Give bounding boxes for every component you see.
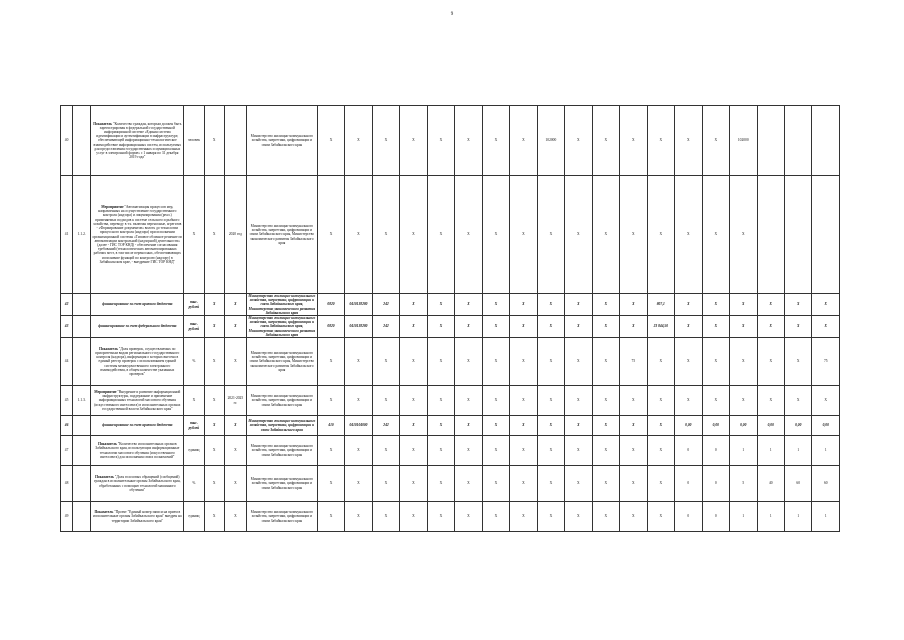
value-cell: X bbox=[372, 466, 399, 502]
responsible-cell: Министерство жилищно-коммунального хозяйства, энергетики, цифровизации и связи Забайкальского края, Министерство экономического развития Забайкальского края bbox=[248, 316, 316, 337]
unit-cell: тыс. рублей bbox=[184, 316, 204, 338]
value-cell: X bbox=[510, 436, 537, 466]
value-cell: X bbox=[537, 466, 564, 502]
value-cell: 0820 bbox=[317, 316, 344, 338]
value-cell: X bbox=[427, 338, 454, 386]
value-cell: X bbox=[345, 106, 372, 176]
value-cell: X bbox=[620, 502, 647, 532]
value-cell: X bbox=[620, 106, 647, 176]
value-cell: 807,1 bbox=[647, 294, 674, 316]
value-cell bbox=[784, 176, 811, 294]
value-cell: X bbox=[372, 176, 399, 294]
value-cell: 0,00 bbox=[675, 416, 702, 436]
description-lead: Показатель bbox=[99, 346, 118, 351]
unit-cell: % bbox=[184, 466, 204, 502]
value-cell: 0,00 bbox=[702, 416, 729, 436]
value-cell: X bbox=[400, 502, 427, 532]
row-code-cell bbox=[73, 294, 91, 316]
value-cell: X bbox=[455, 294, 482, 316]
value-cell: X bbox=[317, 106, 344, 176]
value-cell: 1 bbox=[812, 436, 840, 466]
value-cell: 242 bbox=[372, 416, 399, 436]
value-cell: X bbox=[427, 176, 454, 294]
value-cell: 5 bbox=[730, 466, 757, 502]
value-cell: X bbox=[757, 294, 784, 316]
table-row bbox=[61, 386, 840, 416]
value-cell: X bbox=[702, 106, 729, 176]
value-cell: X bbox=[427, 502, 454, 532]
period-cell bbox=[224, 106, 246, 176]
value-cell: X bbox=[537, 338, 564, 386]
value-cell: X bbox=[647, 502, 674, 532]
column-cell: X bbox=[204, 338, 224, 386]
description-text: "Количество исполнительных органов Забайкальского края, использующих информационные технологии массового обучения (искусственного интеллекта) для исполнения своих полномочий" bbox=[95, 442, 180, 459]
value-cell: 0,00 bbox=[784, 416, 811, 436]
value-cell: X bbox=[675, 386, 702, 416]
value-cell: X bbox=[620, 436, 647, 466]
value-cell: X bbox=[592, 294, 619, 316]
value-cell bbox=[812, 106, 840, 176]
value-cell: X bbox=[592, 386, 619, 416]
value-cell: 410 bbox=[317, 416, 344, 436]
value-cell: X bbox=[510, 316, 537, 338]
value-cell: 1 bbox=[730, 502, 757, 532]
unit-cell: % bbox=[184, 338, 204, 386]
value-cell: 0 bbox=[702, 502, 729, 532]
value-cell: X bbox=[565, 386, 592, 416]
value-cell: X bbox=[757, 386, 784, 416]
description-text: "Внедрение и развитие информационной инфраструктуры, поддержание и применение информационных технологий массового обучения (искусственного интеллекта) в исполнительных органах государственной власти Забайкальского края" bbox=[94, 390, 181, 411]
description-text: финансирование за счет федерального бюджета bbox=[98, 324, 177, 329]
value-cell: X bbox=[702, 386, 729, 416]
table-row bbox=[61, 316, 840, 338]
column-cell: X bbox=[204, 416, 224, 436]
column-cell: X bbox=[204, 436, 224, 466]
value-cell: X bbox=[372, 338, 399, 386]
value-cell: X bbox=[427, 416, 454, 436]
value-cell: X bbox=[730, 338, 757, 386]
value-cell: X bbox=[565, 502, 592, 532]
value-cell: 0 bbox=[702, 436, 729, 466]
value-cell: X bbox=[565, 436, 592, 466]
row-code-cell bbox=[73, 502, 91, 532]
description-text: финансирование за счет краевого бюджета bbox=[102, 423, 173, 428]
value-cell: X bbox=[784, 386, 811, 416]
value-cell: X bbox=[565, 338, 592, 386]
value-cell: X bbox=[784, 338, 811, 386]
description-text: "Доля голосовых обращений (сообщений) граждан в исполнительные органы Забайкальского края, обработанных с помощью технологий машинного обучения" bbox=[94, 475, 181, 492]
value-cell: X bbox=[317, 176, 344, 294]
description-lead: Показатель bbox=[95, 475, 114, 480]
value-cell: 1 bbox=[757, 436, 784, 466]
value-cell: X bbox=[345, 502, 372, 532]
value-cell: X bbox=[482, 436, 509, 466]
value-cell: X bbox=[400, 338, 427, 386]
value-cell: 60 bbox=[784, 466, 811, 502]
description-text: "Доля проверок, осуществляемых по приоритетным видам регионального государственного контроля (надзора), информация о которых внесена в единый реестр проверок с использованием единой системы межведомственного электронного взаимодействия, в общем количестве указанных проверок" bbox=[95, 346, 180, 377]
value-cell: X bbox=[592, 436, 619, 466]
value-cell bbox=[757, 106, 784, 176]
value-cell: X bbox=[317, 338, 344, 386]
value-cell: 0,00 bbox=[757, 416, 784, 436]
table-row bbox=[61, 416, 840, 436]
value-cell: X bbox=[647, 338, 674, 386]
value-cell: X bbox=[427, 386, 454, 416]
value-cell: 242 bbox=[372, 316, 399, 338]
row-number-cell: 43 bbox=[61, 316, 73, 338]
value-cell: 23 844,50 bbox=[647, 316, 674, 338]
column-cell: X bbox=[204, 466, 224, 502]
value-cell: X bbox=[455, 436, 482, 466]
value-cell: X bbox=[400, 466, 427, 502]
row-description-cell bbox=[91, 316, 184, 338]
value-cell: X bbox=[565, 294, 592, 316]
column-cell: X bbox=[204, 502, 224, 532]
column-cell: X bbox=[204, 316, 224, 338]
period-cell: X bbox=[224, 466, 246, 502]
value-cell: X bbox=[455, 386, 482, 416]
value-cell bbox=[784, 106, 811, 176]
value-cell: X bbox=[620, 416, 647, 436]
value-cell: 0,00 bbox=[812, 416, 840, 436]
value-cell: X bbox=[400, 294, 427, 316]
description-lead: Показатель bbox=[98, 442, 117, 447]
value-cell: X bbox=[317, 466, 344, 502]
value-cell: 0410104000 bbox=[345, 416, 372, 436]
period-cell: X bbox=[224, 436, 246, 466]
row-number-cell: 44 bbox=[61, 338, 73, 386]
table-row bbox=[61, 176, 840, 294]
value-cell: 1 bbox=[730, 436, 757, 466]
row-code-cell bbox=[73, 416, 91, 436]
value-cell: X bbox=[455, 416, 482, 436]
value-cell: X bbox=[400, 436, 427, 466]
value-cell: X bbox=[372, 386, 399, 416]
value-cell: X bbox=[510, 176, 537, 294]
value-cell: X bbox=[730, 176, 757, 294]
responsible-cell: Министерство жилищно-коммунального хозяйства, энергетики, цифровизации и связи Забайкальского края bbox=[246, 502, 317, 532]
period-cell: 2020 год bbox=[224, 176, 246, 294]
table-row bbox=[61, 106, 840, 176]
row-description-cell bbox=[91, 294, 184, 316]
description-lead: Показатель bbox=[94, 510, 114, 515]
value-cell: X bbox=[427, 106, 454, 176]
value-cell: 75 bbox=[812, 338, 840, 386]
row-code-cell bbox=[73, 436, 91, 466]
description-lead: Мероприятие bbox=[101, 205, 124, 210]
row-description-cell bbox=[91, 338, 184, 386]
value-cell: X bbox=[647, 416, 674, 436]
value-cell: X bbox=[592, 316, 619, 338]
value-cell: X bbox=[784, 316, 811, 338]
value-cell: X bbox=[372, 106, 399, 176]
row-number-cell: 49 bbox=[61, 502, 73, 532]
value-cell: X bbox=[482, 466, 509, 502]
responsible-cell: Министерство жилищно-коммунального хозяйства, энергетики, цифровизации и связи Забайкальского края bbox=[246, 386, 317, 416]
unit-cell: тыс. рублей bbox=[184, 416, 204, 436]
value-cell: 1 bbox=[784, 502, 811, 532]
value-cell: X bbox=[345, 176, 372, 294]
value-cell: X bbox=[482, 338, 509, 386]
value-cell: 0 bbox=[675, 502, 702, 532]
description-lead: Мероприятие bbox=[94, 390, 117, 395]
value-cell: X bbox=[455, 466, 482, 502]
unit-cell: X bbox=[184, 176, 204, 294]
responsible-cell: Министерство жилищно-коммунального хозяйства, энергетики, цифровизации и связи Забайкальского края, Министерство экономического развития Забайкальского края bbox=[246, 176, 317, 294]
period-cell: X bbox=[224, 316, 246, 338]
value-cell: X bbox=[647, 466, 674, 502]
value-cell: X bbox=[592, 338, 619, 386]
table-row bbox=[61, 436, 840, 466]
value-cell: X bbox=[372, 502, 399, 532]
value-cell: X bbox=[537, 436, 564, 466]
value-cell: X bbox=[647, 436, 674, 466]
value-cell: X bbox=[675, 338, 702, 386]
value-cell: X bbox=[675, 106, 702, 176]
row-number-cell: 42 bbox=[61, 294, 73, 316]
unit-cell: тыс. рублей bbox=[184, 294, 204, 316]
value-cell: X bbox=[757, 316, 784, 338]
value-cell: X bbox=[482, 416, 509, 436]
value-cell: X bbox=[317, 502, 344, 532]
value-cell: X bbox=[565, 416, 592, 436]
value-cell: X bbox=[317, 386, 344, 416]
value-cell: X bbox=[537, 176, 564, 294]
period-cell: 2021-2025 гг. bbox=[224, 386, 246, 416]
description-text: "Автоматизация процессов мер, направленных на осуществление государственного контроля (надзора) и лицензирования (реал.) применяемых подходов к системе сельского и рыбного хозяйства, переводу в т.ч. включая переносные, агрегатов - «Формирование документов» вплоть до технологии процессного контроля (надзора) при исполнении организационной системы «Типовое облачное решение по автоматизации контрольной (надзорной) деятельности» (далее - ГИС ТОР КНД) - обеспечение согласования требований (технологических автоматизированных рабочих мест, в том числе переносных, обеспечивающих исполнение функций по контролю (надзору) в Забайкальском крае, - внедрение ГИС ТОР КНД" bbox=[92, 205, 183, 264]
value-cell: X bbox=[592, 106, 619, 176]
row-description-cell bbox=[91, 502, 184, 532]
value-cell: 0,00 bbox=[730, 416, 757, 436]
row-description-cell bbox=[91, 416, 184, 436]
value-cell: X bbox=[647, 386, 674, 416]
column-cell: X bbox=[204, 386, 224, 416]
responsible-cell: Министерство жилищно-коммунального хозяйства, энергетики, цифровизации и связи Забайкальского края, Министерство экономического развития Забайкальского края bbox=[248, 294, 316, 315]
value-cell: X bbox=[592, 502, 619, 532]
row-code-cell bbox=[73, 466, 91, 502]
table-row bbox=[61, 294, 840, 316]
value-cell: X bbox=[400, 106, 427, 176]
row-code-cell bbox=[73, 316, 91, 338]
value-cell: X bbox=[400, 416, 427, 436]
unit-cell: X bbox=[184, 386, 204, 416]
value-cell: X bbox=[647, 176, 674, 294]
value-cell: X bbox=[757, 338, 784, 386]
row-code-cell bbox=[73, 338, 91, 386]
page-number: 9 bbox=[450, 12, 454, 17]
value-cell: 102000 bbox=[730, 106, 757, 176]
value-cell: X bbox=[675, 316, 702, 338]
value-cell: 1 bbox=[784, 436, 811, 466]
value-cell: X bbox=[620, 386, 647, 416]
value-cell: X bbox=[565, 176, 592, 294]
column-cell: X bbox=[204, 106, 224, 176]
period-cell: X bbox=[224, 416, 246, 436]
value-cell: X bbox=[400, 176, 427, 294]
value-cell: X bbox=[372, 436, 399, 466]
value-cell: X bbox=[647, 106, 674, 176]
table-row bbox=[61, 338, 840, 386]
value-cell: X bbox=[592, 176, 619, 294]
value-cell: X bbox=[400, 386, 427, 416]
value-cell: X bbox=[345, 466, 372, 502]
description-text: финансирование за счет краевого бюджета bbox=[102, 302, 173, 307]
program-table bbox=[60, 105, 840, 532]
column-cell: X bbox=[204, 176, 224, 294]
period-cell: X bbox=[224, 338, 246, 386]
description-text: "Количество граждан, которым должен быть зарегистрирован в федеральной государственной информационной системе «Единая система идентификации и аутентификации в инфраструктуре, обеспечивающей информационно-технологическое взаимодействие информационных систем, используемых для предоставления государственных и муниципальных услуг в электронной форме» с 1 января по 31 декабря 2019 года" bbox=[93, 121, 182, 160]
value-cell: X bbox=[565, 316, 592, 338]
row-description-cell bbox=[91, 386, 184, 416]
row-description-cell bbox=[91, 106, 184, 176]
value-cell: X bbox=[455, 502, 482, 532]
responsible-cell: Министерство жилищно-коммунального хозяйства, энергетики, цифровизации и связи Забайкальского края bbox=[246, 416, 317, 436]
value-cell: X bbox=[702, 176, 729, 294]
value-cell: X bbox=[455, 176, 482, 294]
value-cell bbox=[757, 176, 784, 294]
value-cell: X bbox=[812, 316, 840, 338]
unit-cell: единиц bbox=[184, 436, 204, 466]
responsible-cell: Министерство жилищно-коммунального хозяйства, энергетики, цифровизации и связи Забайкальского края bbox=[246, 466, 317, 502]
value-cell: X bbox=[620, 176, 647, 294]
value-cell: 0 bbox=[675, 436, 702, 466]
responsible-cell: Министерство жилищно-коммунального хозяйства, энергетики, цифровизации и связи Забайкальского края bbox=[246, 436, 317, 466]
value-cell: X bbox=[730, 294, 757, 316]
table-row bbox=[61, 466, 840, 502]
description-text: "Проект "Единый номер записи на прием в исполнительные органы Забайкальского края" внедрен на территории Забайкальского края" bbox=[93, 510, 182, 523]
row-code-cell bbox=[73, 106, 91, 176]
unit-cell: человек bbox=[184, 106, 204, 176]
value-cell: X bbox=[675, 176, 702, 294]
description-lead: Показатель bbox=[93, 121, 113, 126]
value-cell: X bbox=[565, 106, 592, 176]
value-cell: 0410138280 bbox=[345, 294, 372, 316]
row-number-cell: 47 bbox=[61, 436, 73, 466]
value-cell: X bbox=[702, 294, 729, 316]
row-description-cell bbox=[91, 176, 184, 294]
value-cell: X bbox=[482, 386, 509, 416]
value-cell: X bbox=[510, 338, 537, 386]
value-cell: X bbox=[510, 386, 537, 416]
value-cell: 60 bbox=[812, 466, 840, 502]
row-number-cell: 46 bbox=[61, 416, 73, 436]
row-number-cell: 48 bbox=[61, 466, 73, 502]
value-cell: X bbox=[482, 502, 509, 532]
value-cell: X bbox=[675, 294, 702, 316]
value-cell: X bbox=[455, 316, 482, 338]
row-code-cell: 1.1.2. bbox=[73, 176, 91, 294]
responsible-cell: Министерство жилищно-коммунального хозяйства, энергетики, цифровизации и связи Забайкальского края bbox=[246, 106, 317, 176]
value-cell: 40 bbox=[757, 466, 784, 502]
value-cell: X bbox=[455, 106, 482, 176]
value-cell: 0 bbox=[702, 466, 729, 502]
value-cell: X bbox=[537, 386, 564, 416]
row-number-cell: 45 bbox=[61, 386, 73, 416]
row-description-cell bbox=[91, 436, 184, 466]
value-cell: X bbox=[345, 338, 372, 386]
value-cell: 0410138280 bbox=[345, 316, 372, 338]
value-cell: X bbox=[455, 338, 482, 386]
value-cell: X bbox=[592, 466, 619, 502]
value-cell: X bbox=[510, 294, 537, 316]
value-cell: X bbox=[702, 316, 729, 338]
value-cell: X bbox=[730, 316, 757, 338]
value-cell: X bbox=[592, 416, 619, 436]
value-cell: 1 bbox=[812, 502, 840, 532]
column-cell: X bbox=[204, 294, 224, 316]
value-cell: X bbox=[400, 316, 427, 338]
value-cell: 0 bbox=[675, 466, 702, 502]
value-cell bbox=[812, 176, 840, 294]
responsible-cell: Министерство жилищно-коммунального хозяйства, энергетики, цифровизации и связи Забайкальского края, Министерство экономического развития Забайкальского края bbox=[246, 338, 317, 386]
value-cell: X bbox=[482, 294, 509, 316]
value-cell: X bbox=[537, 416, 564, 436]
value-cell: 75 bbox=[620, 338, 647, 386]
period-cell: X bbox=[224, 502, 246, 532]
value-cell: X bbox=[510, 502, 537, 532]
value-cell: X bbox=[537, 316, 564, 338]
value-cell: X bbox=[427, 316, 454, 338]
value-cell: 102000 bbox=[537, 106, 564, 176]
period-cell: X bbox=[224, 294, 246, 316]
unit-cell: единиц bbox=[184, 502, 204, 532]
value-cell: X bbox=[537, 502, 564, 532]
value-cell: X bbox=[482, 176, 509, 294]
value-cell: X bbox=[510, 466, 537, 502]
value-cell: X bbox=[784, 294, 811, 316]
row-description-cell bbox=[91, 466, 184, 502]
value-cell: X bbox=[427, 294, 454, 316]
value-cell: X bbox=[812, 386, 840, 416]
value-cell: X bbox=[620, 466, 647, 502]
value-cell: X bbox=[537, 294, 564, 316]
row-code-cell: 1.1.3. bbox=[73, 386, 91, 416]
value-cell: 242 bbox=[372, 294, 399, 316]
value-cell: X bbox=[427, 436, 454, 466]
value-cell: X bbox=[730, 386, 757, 416]
value-cell: 0820 bbox=[317, 294, 344, 316]
value-cell: 1 bbox=[757, 502, 784, 532]
value-cell: X bbox=[345, 436, 372, 466]
row-number-cell: 40 bbox=[61, 106, 73, 176]
table-row bbox=[61, 502, 840, 532]
value-cell: X bbox=[427, 466, 454, 502]
value-cell: X bbox=[510, 416, 537, 436]
value-cell: X bbox=[620, 316, 647, 338]
value-cell: X bbox=[510, 106, 537, 176]
value-cell: X bbox=[317, 436, 344, 466]
value-cell: X bbox=[482, 106, 509, 176]
value-cell: X bbox=[345, 386, 372, 416]
value-cell: X bbox=[702, 338, 729, 386]
table-body bbox=[61, 106, 840, 532]
value-cell: X bbox=[620, 294, 647, 316]
value-cell: X bbox=[482, 316, 509, 338]
value-cell: X bbox=[812, 294, 840, 316]
row-number-cell: 41 bbox=[61, 176, 73, 294]
value-cell: X bbox=[565, 466, 592, 502]
